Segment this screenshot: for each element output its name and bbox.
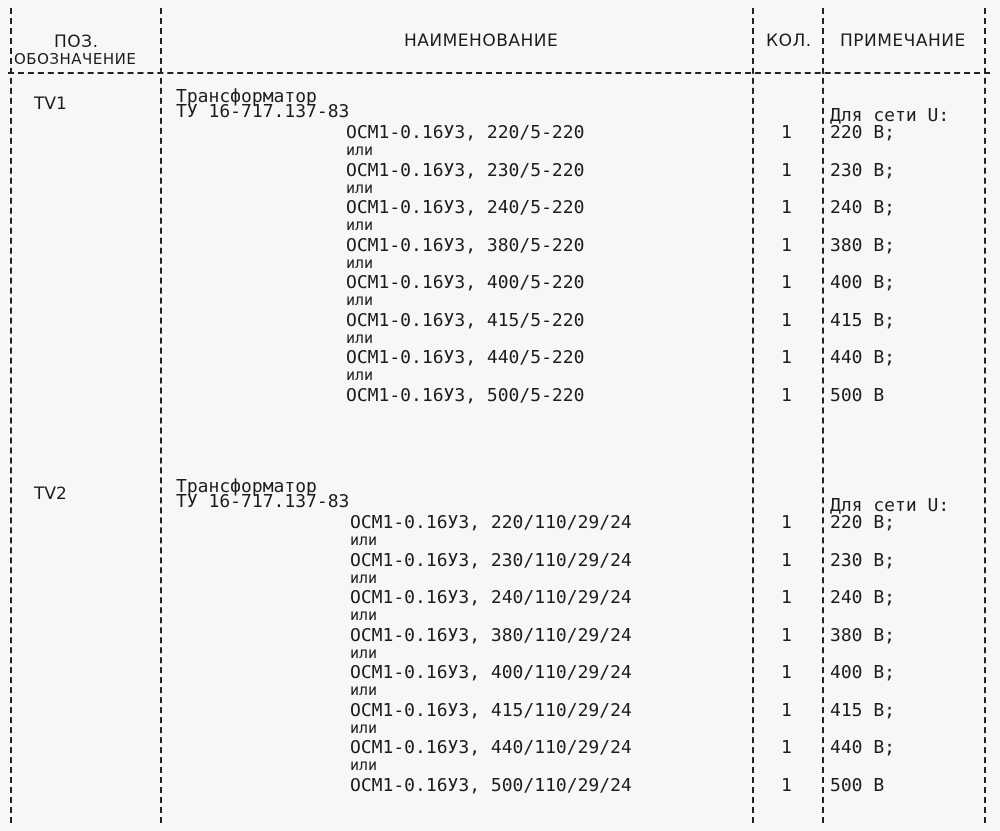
item-qty: 1: [781, 587, 792, 608]
header-pos-line1: ПОЗ.: [54, 32, 99, 52]
or-separator: или: [346, 216, 374, 234]
item-name: ОСМ1-0.16У3, 220/110/29/24: [350, 512, 632, 533]
item-name: ОСМ1-0.16У3, 240/5-220: [346, 197, 585, 218]
or-separator: или: [350, 606, 378, 624]
item-name: ОСМ1-0.16У3, 220/5-220: [346, 122, 585, 143]
grid-line-right: [984, 8, 986, 823]
item-qty: 1: [781, 272, 792, 293]
item-name: ОСМ1-0.16У3, 440/110/29/24: [350, 737, 632, 758]
item-qty: 1: [781, 774, 792, 796]
group-title: Трансформатор: [176, 476, 317, 497]
item-name: ОСМ1-0.16У3, 415/5-220: [346, 309, 585, 331]
item-qty: 1: [781, 384, 792, 406]
header-note: ПРИМЕЧАНИЕ: [840, 31, 966, 51]
or-separator: или: [346, 141, 374, 159]
item-note: 220 В;: [830, 512, 896, 533]
item-name: ОСМ1-0.16У3, 400/110/29/24: [350, 662, 632, 683]
item-name: ОСМ1-0.16У3, 380/110/29/24: [350, 624, 632, 646]
item-qty: 1: [781, 512, 792, 533]
item-qty: 1: [781, 159, 792, 181]
item-qty: 1: [781, 309, 792, 331]
position-designator: TV2: [34, 484, 67, 504]
item-note: 230 В;: [830, 549, 896, 571]
item-name: ОСМ1-0.16У3, 415/110/29/24: [350, 699, 632, 721]
item-name: ОСМ1-0.16У3, 230/5-220: [346, 159, 585, 181]
header-divider: [8, 72, 990, 74]
item-name: ОСМ1-0.16У3, 500/5-220: [346, 384, 585, 406]
item-note: 500 В: [830, 774, 885, 796]
grid-line-qty: [822, 8, 824, 823]
item-note: 380 В;: [830, 624, 896, 646]
item-note: 240 В;: [830, 587, 896, 608]
item-qty: 1: [781, 737, 792, 758]
group-spec: ТУ 16-717.137-83: [176, 491, 350, 512]
grid-line-pos: [160, 8, 162, 823]
or-separator: или: [346, 178, 374, 197]
or-separator: или: [350, 681, 378, 699]
item-note: 400 В;: [830, 662, 896, 683]
or-separator: или: [346, 291, 374, 309]
item-note: 230 В;: [830, 159, 896, 181]
item-note: 240 В;: [830, 197, 896, 218]
or-separator: или: [350, 531, 378, 549]
or-separator: или: [350, 568, 378, 587]
header-pos-line2: ОБОЗНАЧЕНИЕ: [14, 50, 137, 68]
or-separator: или: [350, 718, 378, 737]
position-designator: TV1: [34, 94, 67, 114]
item-note: 440 В;: [830, 347, 896, 368]
item-qty: 1: [781, 197, 792, 218]
item-qty: 1: [781, 122, 792, 143]
item-note: 415 В;: [830, 309, 896, 331]
item-note: 415 В;: [830, 699, 896, 721]
item-note: 440 В;: [830, 737, 896, 758]
item-note: 400 В;: [830, 272, 896, 293]
item-note: 380 В;: [830, 234, 896, 256]
item-name: ОСМ1-0.16У3, 440/5-220: [346, 347, 585, 368]
header-name: НАИМЕНОВАНИЕ: [404, 31, 559, 51]
grid-line-name: [752, 8, 754, 823]
item-name: ОСМ1-0.16У3, 500/110/29/24: [350, 774, 632, 796]
item-qty: 1: [781, 549, 792, 571]
group-title: Трансформатор: [176, 86, 317, 107]
group-spec: ТУ 16-717.137-83: [176, 101, 350, 122]
item-name: ОСМ1-0.16У3, 400/5-220: [346, 272, 585, 293]
item-qty: 1: [781, 234, 792, 256]
item-qty: 1: [781, 347, 792, 368]
or-separator: или: [350, 756, 378, 774]
item-qty: 1: [781, 699, 792, 721]
or-separator: или: [346, 366, 374, 384]
item-qty: 1: [781, 624, 792, 646]
item-qty: 1: [781, 662, 792, 683]
item-name: ОСМ1-0.16У3, 230/110/29/24: [350, 549, 632, 571]
note-header: Для сети U:: [830, 495, 950, 516]
or-separator: или: [350, 643, 378, 662]
item-note: 500 В: [830, 384, 885, 406]
item-name: ОСМ1-0.16У3, 380/5-220: [346, 234, 585, 256]
or-separator: или: [346, 253, 374, 272]
grid-line-left: [10, 8, 12, 823]
note-header: Для сети U:: [830, 105, 950, 126]
or-separator: или: [346, 328, 374, 347]
item-note: 220 В;: [830, 122, 896, 143]
item-name: ОСМ1-0.16У3, 240/110/29/24: [350, 587, 632, 608]
header-qty: КОЛ.: [766, 31, 812, 51]
